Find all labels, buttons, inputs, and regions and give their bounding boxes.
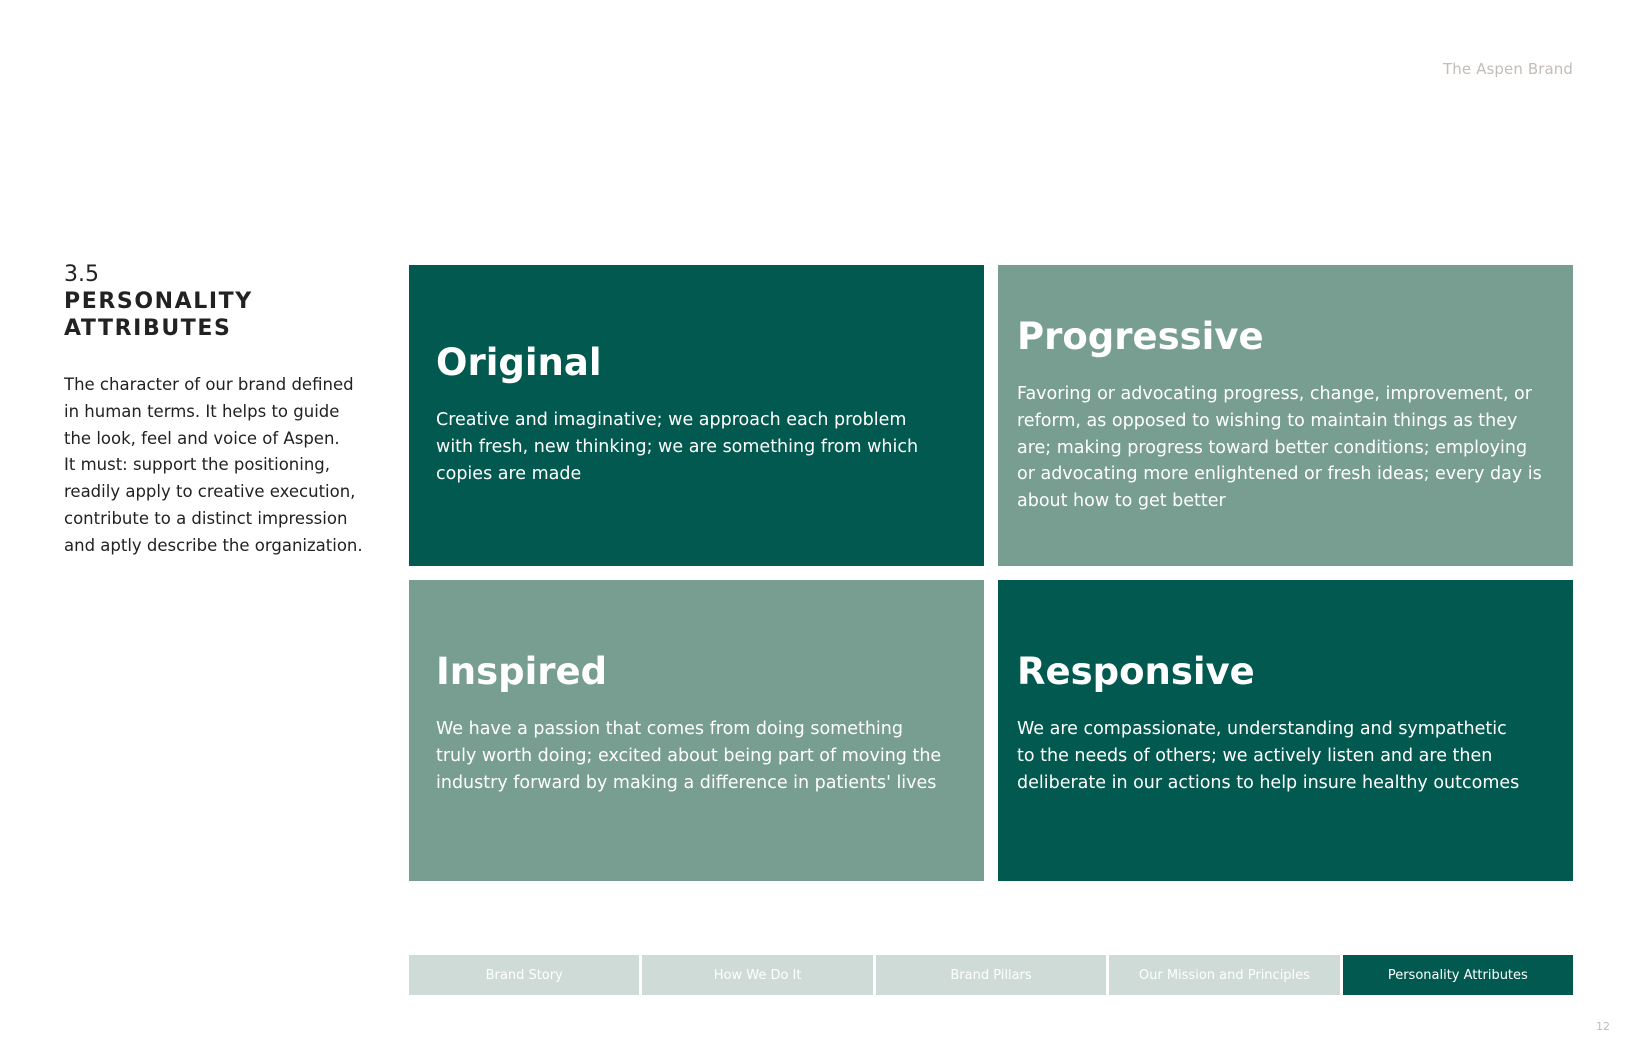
description-line: The character of our brand defined bbox=[64, 375, 354, 394]
page-number: 12 bbox=[1596, 1020, 1610, 1033]
attribute-line: Creative and imaginative; we approach each problem bbox=[436, 410, 907, 430]
description-line: the look, feel and voice of Aspen. bbox=[64, 428, 340, 448]
description-line: and aptly describe the organization. bbox=[64, 535, 363, 555]
attribute-description bbox=[1017, 716, 1573, 796]
description-line: It must: support the positioning, bbox=[64, 455, 331, 475]
section-title-line: PERSONALITY bbox=[64, 289, 253, 314]
attribute-line: are; making progress toward better conditions; employing bbox=[1017, 437, 1528, 458]
attribute-tile-responsive bbox=[998, 580, 1573, 881]
nav-tab-personality-attributes[interactable]: Personality Attributes bbox=[1343, 955, 1573, 995]
nav-tab-brand-pillars[interactable]: Brand Pillars bbox=[876, 955, 1106, 995]
section-number: 3.5 bbox=[64, 262, 99, 287]
section-description bbox=[64, 372, 374, 560]
attribute-line: We are compassionate, understanding and sympathetic bbox=[1017, 719, 1507, 739]
description-line: readily apply to creative execution, bbox=[64, 482, 356, 502]
attribute-line: truly worth doing; excited about being part of moving the bbox=[436, 745, 942, 766]
attribute-line: or advocating more enlightened or fresh ideas; every day is bbox=[1017, 464, 1542, 485]
attribute-line: industry forward by making a difference in patients' lives bbox=[436, 772, 937, 793]
attribute-tile-progressive bbox=[998, 265, 1573, 566]
attribute-title: Inspired bbox=[436, 650, 608, 693]
attribute-line: Favoring or advocating progress, change, improvement, or bbox=[1017, 384, 1532, 404]
attribute-title: Original bbox=[436, 341, 602, 384]
nav-tab-how-we-do-it[interactable]: How We Do It bbox=[642, 955, 872, 995]
attribute-description bbox=[436, 716, 984, 796]
nav-tab-mission-principles[interactable]: Our Mission and Principles bbox=[1109, 955, 1339, 995]
description-line: in human terms. It helps to guide bbox=[64, 401, 340, 421]
section-title bbox=[64, 288, 374, 342]
section-nav bbox=[409, 955, 1573, 995]
attribute-line: with fresh, new thinking; we are something from which bbox=[436, 436, 919, 457]
header-brand: The Aspen Brand bbox=[1443, 60, 1573, 78]
attribute-title: Responsive bbox=[1017, 650, 1255, 693]
attribute-line: reform, as opposed to wishing to maintain things as they bbox=[1017, 410, 1518, 431]
section-intro bbox=[64, 262, 374, 560]
attribute-title: Progressive bbox=[1017, 315, 1264, 358]
description-line: contribute to a distinct impression bbox=[64, 508, 348, 528]
attribute-line: to the needs of others; we actively listen and are then bbox=[1017, 745, 1493, 766]
attribute-line: about how to get better bbox=[1017, 491, 1226, 512]
attribute-description bbox=[436, 407, 984, 487]
attribute-tile-original bbox=[409, 265, 984, 566]
section-title-line: ATTRIBUTES bbox=[64, 316, 232, 341]
attribute-line: We have a passion that comes from doing something bbox=[436, 719, 903, 739]
nav-tab-brand-story[interactable]: Brand Story bbox=[409, 955, 639, 995]
attribute-line: deliberate in our actions to help insure healthy outcomes bbox=[1017, 772, 1520, 793]
attribute-description bbox=[1017, 381, 1573, 515]
attribute-tile-inspired bbox=[409, 580, 984, 881]
attribute-line: copies are made bbox=[436, 463, 582, 484]
